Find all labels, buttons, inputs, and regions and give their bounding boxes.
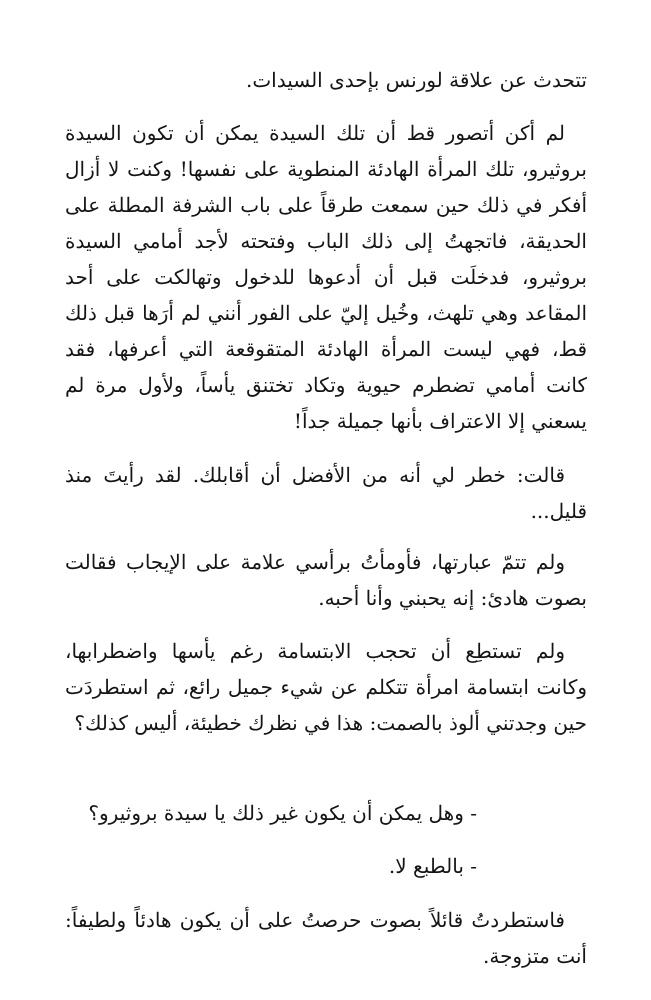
paragraph-3: قالت: خطر لي أنه من الأفضل أن أقابلك. لقد رأيتَ منذ قليل... — [65, 463, 587, 523]
dialogue-line-2: - بالطبع لا. — [388, 854, 477, 878]
paragraph-5: ولم تستطِع أن تحجب الابتسامة رغم يأسها واضطرابها، وكانت ابتسامة امرأة تتكلم عن شيء جميل رائع، ثم استطردَت حين وجدتني ألوذ بالصمت: هذا في نظرك خطيئة، أليس كذلك؟ — [65, 639, 587, 735]
paragraph-6: فاستطردتُ قائلاً بصوت حرصتُ على أن يكون هادئاً ولطيفاً: أنت متزوجة. — [65, 908, 587, 968]
paragraph-1: تتحدث عن علاقة لورنس بإحدى السيدات. — [245, 68, 587, 92]
paragraph-2: لم أكن أتصور قط أن تلك السيدة يمكن أن تكون السيدة بروثيرو، تلك المرأة الهادئة المنطوية على نفسها! وكنت لا أزال أفكر في ذلك حين سمعت طرقاً على باب الشرفة المطلة على الحديقة، فاتجهتُ إلى ذلك الباب وفتحته لأجد أمامي السيدة بروثيرو، فدخلَت قبل أن أدعوها للدخول وتهالكت على أحد المقاعد وهي تلهث، وخُيل إليّ على الفور أنني لم أرَها قبل ذلك قط، فهي ليست المرأة الهادئة المتقوقعة التي أعرفها، فقد كانت أمامي تضطرم حيوية وتكاد تختنق يأساً، ولأول مرة لم يسعني إلا الاعتراف بأنها جميلة جداً! — [65, 121, 588, 433]
paragraph-4: ولم تتمّ عبارتها، فأومأتُ برأسي علامة على الإيجاب فقالت بصوت هادئ: إنه يحبني وأنا أحبه. — [65, 550, 587, 610]
dialogue-line-1: - وهل يمكن أن يكون غير ذلك يا سيدة بروثيرو؟ — [88, 801, 477, 825]
